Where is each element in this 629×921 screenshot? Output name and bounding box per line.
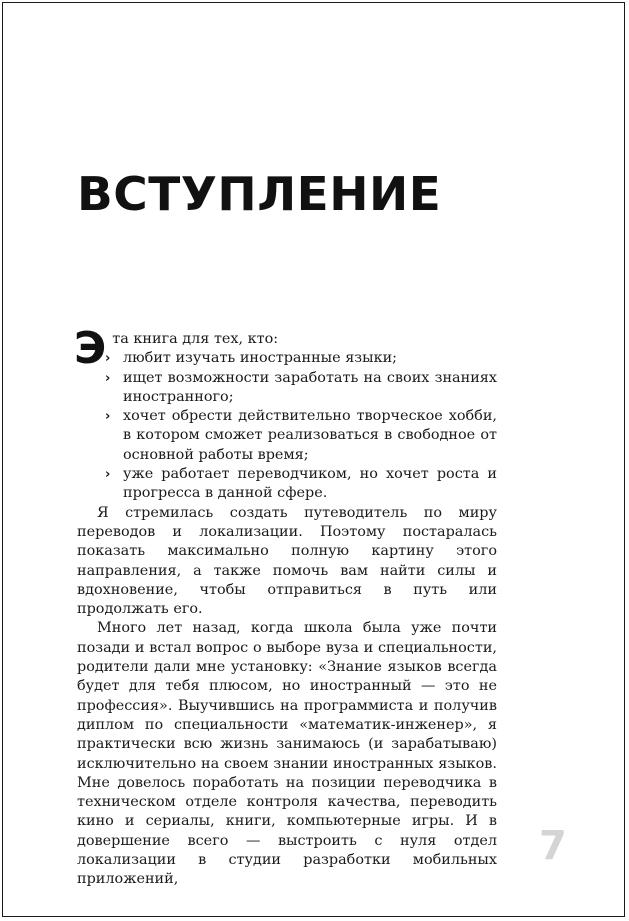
list-item: › уже работает переводчиком, но хочет роста и прогресса в данной сфере. bbox=[105, 466, 497, 502]
paragraph: Много лет назад, когда школа была уже почти позади и встал вопрос о выборе вуза и специальности, родители дали мне установку: «Знание языков всегда будет для тебя плюсом, но иностранный — это не профессия». Выучившись на программиста и получив диплом по специальности «математик-инженер», я практически всю жизнь занимаюсь (и зарабатываю) исключительно на своем знании иностранных языков. Мне довелось поработать на позиции переводчика в техническом отделе контроля качества, переводить кино и сериалы, книги, компьютерные игры. И в довершение всего — выстроить с нуля отдел локализации в студии разработки мобильных приложений, bbox=[77, 620, 497, 888]
chevron-right-icon: › bbox=[105, 467, 111, 483]
drop-cap: Э bbox=[74, 323, 107, 374]
book-page bbox=[2, 2, 625, 917]
intro-text: та книга для тех, кто: bbox=[112, 331, 279, 347]
page-number: 7 bbox=[539, 823, 567, 869]
chevron-right-icon: › bbox=[105, 409, 111, 425]
list-item: › хочет обрести действительно творческое хобби, в котором сможет реализоваться в свободное от основной работы время; bbox=[105, 408, 497, 463]
list-item: › любит изучать иностранные языки; bbox=[123, 349, 497, 368]
chapter-title: ВСТУПЛЕНИЕ bbox=[77, 167, 442, 221]
bullet-list bbox=[77, 349, 497, 503]
paragraph: Я стремилась создать путеводитель по миру переводов и локализации. Поэтому постаралась показать максимально полную картину этого направления, а также помочь вам найти силы и вдохновение, чтобы отправиться в путь или продолжать его. bbox=[77, 504, 497, 618]
chevron-right-icon: › bbox=[105, 370, 111, 386]
body-text bbox=[74, 323, 497, 890]
chevron-right-icon: › bbox=[105, 351, 111, 367]
list-item: › ищет возможности заработать на своих знаниях иностранного; bbox=[105, 369, 497, 405]
